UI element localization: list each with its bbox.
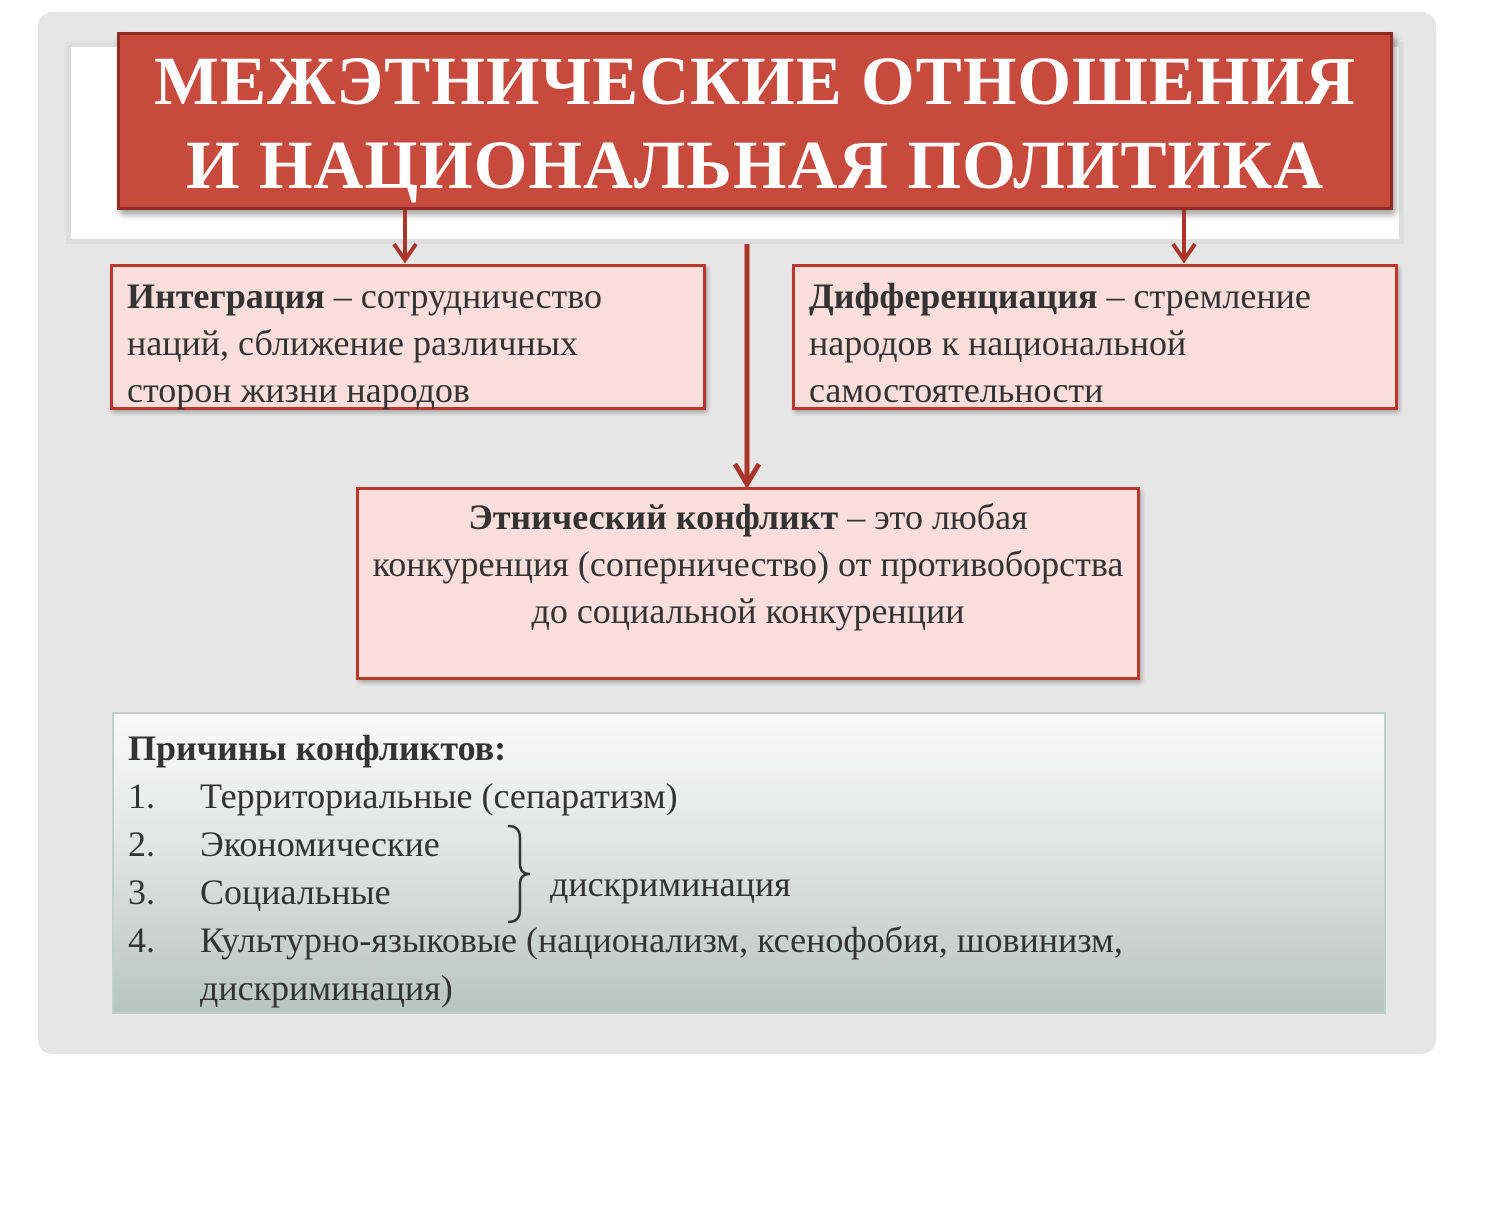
cause-text: Экономические [200, 824, 440, 864]
cause-number: 3. [128, 872, 155, 912]
differentiation-box [792, 264, 1398, 410]
conflict-term: Этнический конфликт [468, 497, 839, 537]
cause-text: Территориальные (сепаратизм) [200, 776, 678, 816]
grouping-brace [504, 824, 544, 924]
title-line-2: И НАЦИОНАЛЬНАЯ ПОЛИТИКА [185, 127, 1325, 203]
conflict-definition: – это любая конкуренция (соперничество) от противоборства до социальной конкуренции [372, 497, 1124, 631]
cause-number: 2. [128, 824, 155, 864]
cause-item [128, 772, 1370, 820]
title-line-1: МЕЖЭТНИЧЕСКИЕ ОТНОШЕНИЯ [154, 43, 1356, 119]
differentiation-term: Дифференциация [809, 276, 1098, 316]
discrimination-label: дискриминация [550, 864, 791, 904]
cause-number: 4. [128, 920, 155, 960]
integration-definition: – сотрудничество наций, сближение различных сторон жизни народов [127, 276, 602, 410]
causes-title: Причины конфликтов: [128, 728, 507, 768]
ethnic-conflict-box [356, 487, 1140, 680]
conflict-causes-panel [112, 712, 1386, 1014]
integration-term: Интеграция [127, 276, 325, 316]
cause-item [128, 916, 1370, 1012]
integration-box [110, 264, 706, 410]
differentiation-definition: – стремление народов к национальной самостоятельности [809, 276, 1311, 410]
cause-text: Социальные [200, 872, 391, 912]
cause-text: Культурно-языковые (национализм, ксенофобия, шовинизм, дискриминация) [200, 920, 1123, 1008]
cause-number: 1. [128, 776, 155, 816]
